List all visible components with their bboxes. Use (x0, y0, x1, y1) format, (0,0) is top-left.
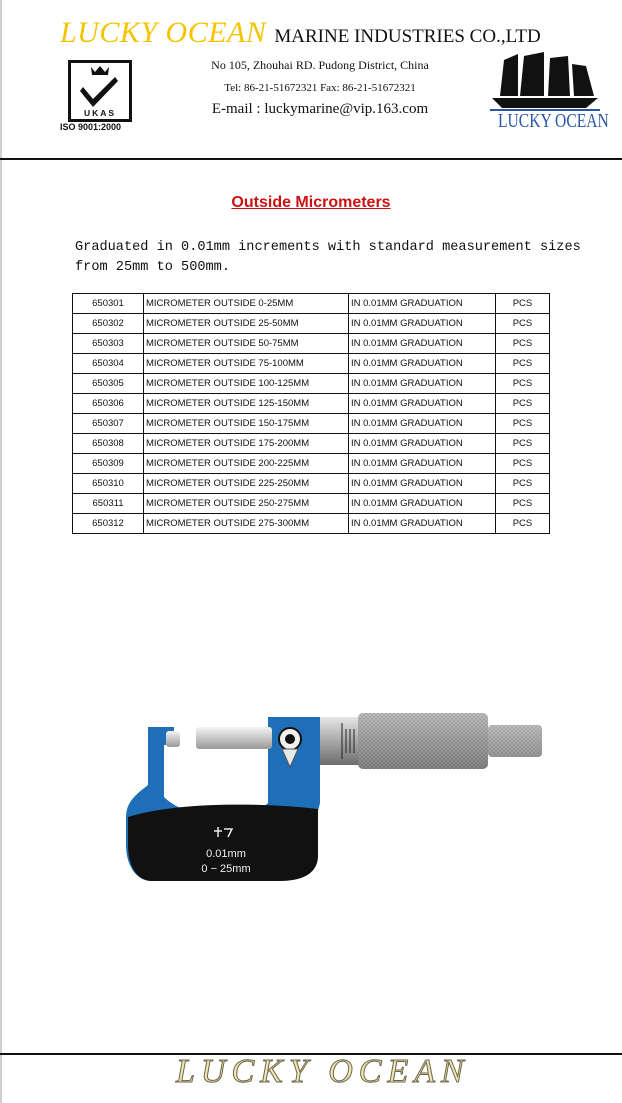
unit-cell: PCS (496, 414, 550, 434)
sailing-ship-icon (490, 52, 600, 112)
unit-cell: PCS (496, 314, 550, 334)
table-row (73, 414, 550, 434)
tel-fax-line: Tel: 86-21-51672321 Fax: 86-21-51672321 (224, 82, 416, 94)
product-description: Graduated in 0.01mm increments with standard measurement sizes from 25mm to 500mm. (75, 240, 581, 275)
email-line: E-mail : luckymarine@vip.163.com (211, 101, 429, 117)
table-row (73, 354, 550, 374)
iso-caption: ISO 9001:2000 (60, 122, 122, 132)
footer-wordmark: LUCKY OCEAN (176, 1053, 470, 1090)
graduation-cell: IN 0.01MM GRADUATION (349, 454, 496, 474)
description-cell: MICROMETER OUTSIDE 150-175MM (144, 414, 349, 434)
table-row (73, 434, 550, 454)
unit-cell: PCS (496, 334, 550, 354)
table-row (73, 334, 550, 354)
unit-cell: PCS (496, 374, 550, 394)
table-row (73, 314, 550, 334)
table-row (73, 514, 550, 534)
description-cell: MICROMETER OUTSIDE 25-50MM (144, 314, 349, 334)
graduation-cell: IN 0.01MM GRADUATION (349, 474, 496, 494)
contact-block (170, 58, 470, 118)
item-code-cell: 650307 (73, 414, 144, 434)
description-cell: MICROMETER OUTSIDE 275-300MM (144, 514, 349, 534)
graduation-cell: IN 0.01MM GRADUATION (349, 374, 496, 394)
graduation-cell: IN 0.01MM GRADUATION (349, 494, 496, 514)
product-table (72, 293, 550, 534)
description-cell: MICROMETER OUTSIDE 250-275MM (144, 494, 349, 514)
graduation-cell: IN 0.01MM GRADUATION (349, 434, 496, 454)
unit-cell: PCS (496, 474, 550, 494)
micrometer-spindle (196, 727, 272, 749)
checkmark-crown-icon (71, 63, 129, 119)
unit-cell: PCS (496, 294, 550, 314)
graduation-cell: IN 0.01MM GRADUATION (349, 354, 496, 374)
page-left-border (0, 0, 2, 1103)
table-row (73, 374, 550, 394)
item-code-cell: 650305 (73, 374, 144, 394)
description-cell: MICROMETER OUTSIDE 200-225MM (144, 454, 349, 474)
company-suffix: MARINE INDUSTRIES CO.,LTD (274, 26, 541, 47)
page-title: Outside Micrometers (231, 194, 391, 211)
description-cell: MICROMETER OUTSIDE 125-150MM (144, 394, 349, 414)
item-code-cell: 650302 (73, 314, 144, 334)
table-row (73, 394, 550, 414)
resolution-marking: 0.01mm (206, 848, 246, 860)
unit-cell: PCS (496, 434, 550, 454)
table-row (73, 494, 550, 514)
graduation-cell: IN 0.01MM GRADUATION (349, 394, 496, 414)
unit-cell: PCS (496, 514, 550, 534)
item-code-cell: 650304 (73, 354, 144, 374)
ship-logo (490, 52, 609, 134)
unit-cell: PCS (496, 454, 550, 474)
item-code-cell: 650306 (73, 394, 144, 414)
address-line: No 105, Zhouhai RD. Pudong District, China (211, 58, 429, 72)
brand-name: LUCKY OCEAN (60, 16, 267, 49)
item-code-cell: 650311 (73, 494, 144, 514)
graduation-cell: IN 0.01MM GRADUATION (349, 314, 496, 334)
micrometer-photo (118, 705, 558, 900)
item-code-cell: 650308 (73, 434, 144, 454)
ukas-shield (68, 60, 132, 122)
description-cell: MICROMETER OUTSIDE 50-75MM (144, 334, 349, 354)
graduation-cell: IN 0.01MM GRADUATION (349, 294, 496, 314)
item-code-cell: 650309 (73, 454, 144, 474)
description-cell: MICROMETER OUTSIDE 100-125MM (144, 374, 349, 394)
table-row (73, 454, 550, 474)
ship-logo-text: LUCKY OCEAN (498, 110, 609, 132)
micrometer-anvil (166, 731, 180, 747)
description-cell: MICROMETER OUTSIDE 225-250MM (144, 474, 349, 494)
unit-cell: PCS (496, 494, 550, 514)
graduation-cell: IN 0.01MM GRADUATION (349, 334, 496, 354)
description-cell: MICROMETER OUTSIDE 175-200MM (144, 434, 349, 454)
unit-cell: PCS (496, 354, 550, 374)
graduation-cell: IN 0.01MM GRADUATION (349, 414, 496, 434)
item-code-cell: 650312 (73, 514, 144, 534)
unit-cell: PCS (496, 394, 550, 414)
graduation-cell: IN 0.01MM GRADUATION (349, 514, 496, 534)
range-marking: 0 − 25mm (201, 863, 251, 875)
table-row (73, 294, 550, 314)
ukas-certification-logo (62, 56, 138, 136)
header-divider (0, 158, 622, 160)
description-cell: MICROMETER OUTSIDE 0-25MM (144, 294, 349, 314)
company-heading (60, 16, 541, 50)
item-code-cell: 650310 (73, 474, 144, 494)
item-code-cell: 650301 (73, 294, 144, 314)
ukas-logo-text: UKAS (83, 108, 117, 118)
table-row (73, 474, 550, 494)
description-cell: MICROMETER OUTSIDE 75-100MM (144, 354, 349, 374)
item-code-cell: 650303 (73, 334, 144, 354)
